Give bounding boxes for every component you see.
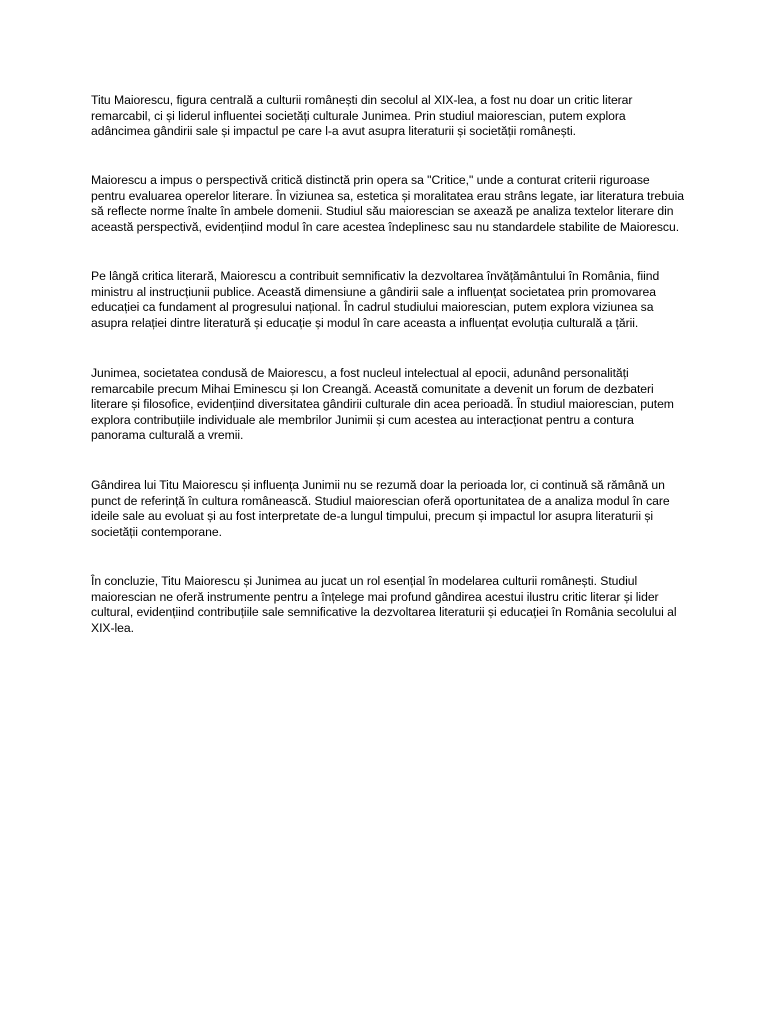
- text-line: ideile sale au evoluat și au fost interpretate de-a lungul timpului, precum și impactul lor asupra literaturii și: [91, 509, 654, 524]
- text-line: În concluzie, Titu Maiorescu și Junimea au jucat un rol esențial în modelarea culturii românești. Studiul: [91, 574, 638, 588]
- text-line: Titu Maiorescu, figura centrală a culturii românești din secolul al XIX-lea, a fost nu doar un critic literar: [91, 93, 633, 107]
- text-line: cultural, evidențiind contribuțiile sale semnificative la dezvoltarea literaturii și educației în România secolului al: [91, 605, 677, 620]
- text-line: să reflecte norme înalte în ambele domenii. Studiul său maiorescian se axează pe analiza textelor literare din: [91, 204, 674, 219]
- paragraph-4: [91, 366, 693, 444]
- text-line: pentru evaluarea operelor literare. În viziunea sa, estetica și moralitatea erau strâns legate, iar literatura trebuia: [91, 188, 684, 203]
- paragraph-3: [91, 269, 693, 331]
- text-line: explora contribuțiile individuale ale membrilor Junimii și cum acestea au interacționat pentru a contura: [91, 412, 634, 427]
- text-line: adâncimea gândirii sale și impactul pe care l-a avut asupra literaturii și societății românești.: [91, 124, 576, 139]
- text-line: asupra relației dintre literatură și educație și modul în care aceasta a influențat evoluția culturală a țării.: [91, 315, 639, 330]
- text-line: Gândirea lui Titu Maiorescu și influența Junimii nu se rezumă doar la perioada lor, ci continuă să rămână un: [91, 478, 665, 492]
- text-line: Maiorescu a impus o perspectivă critică distinctă prin opera sa "Critice," unde a conturat criterii riguroase: [91, 173, 650, 187]
- text-line: Junimea, societatea condusă de Maiorescu, a fost nucleul intelectual al epocii, adunând personalități: [91, 366, 629, 380]
- text-line: această perspectivă, evidențiind modul în care acestea îndeplinesc sau nu standardele stabilite de Maiorescu.: [91, 219, 680, 234]
- text-line: maiorescian ne oferă instrumente pentru a înțelege mai profund gândirea acestui ilustru critic literar și lider: [91, 589, 659, 604]
- text-line: punct de referință în cultura românească. Studiul maiorescian oferă oportunitatea de a analiza modul în care: [91, 493, 670, 508]
- paragraph-2: [91, 173, 693, 235]
- text-line: ministru al instrucțiunii publice. Această dimensiune a gândirii sale a influențat societatea prin promovarea: [91, 284, 656, 299]
- paragraph-5: [91, 478, 693, 540]
- text-line: literare și filosofice, evidențiind diversitatea gândirii culturale din acea perioadă. În studiul maiorescian, putem: [91, 397, 674, 412]
- paragraph-1: [91, 93, 693, 140]
- paragraph-6: [91, 574, 693, 636]
- text-line: societății contemporane.: [91, 524, 222, 539]
- text-line: remarcabil, ci și liderul influentei societăți culturale Junimea. Prin studiul maiorescian, putem explora: [91, 108, 626, 123]
- text-line: educației ca fundament al progresului național. În cadrul studiului maiorescian, putem explora viziunea sa: [91, 300, 654, 315]
- text-line: remarcabile precum Mihai Eminescu și Ion Creangă. Această comunitate a devenit un forum de dezbateri: [91, 381, 654, 396]
- text-line: XIX-lea.: [91, 620, 134, 635]
- text-line: panorama culturală a vremii.: [91, 428, 244, 443]
- text-line: Pe lângă critica literară, Maiorescu a contribuit semnificativ la dezvoltarea învățământului în România, fiind: [91, 269, 660, 283]
